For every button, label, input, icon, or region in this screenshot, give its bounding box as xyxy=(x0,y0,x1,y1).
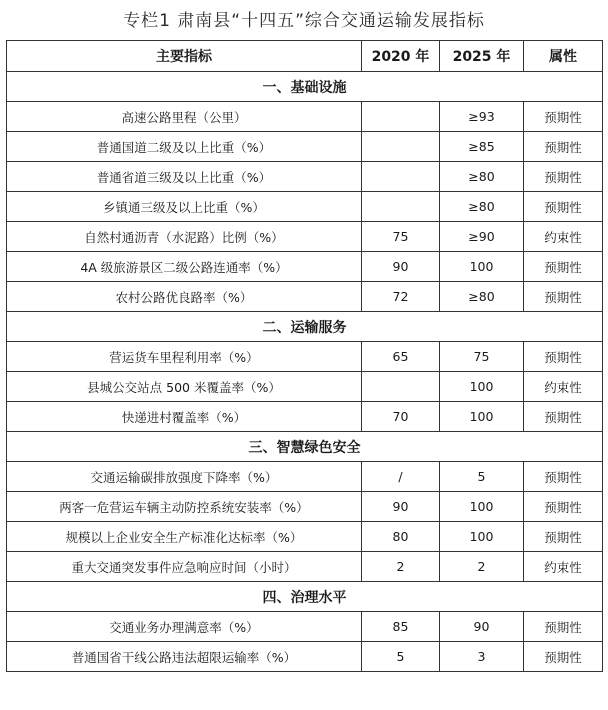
value-2025-cell: ≥93 xyxy=(440,102,524,132)
indicator-cell: 两客一危营运车辆主动防控系统安装率（%） xyxy=(7,492,362,522)
header-2020: 2020 年 xyxy=(362,41,440,72)
value-2025-cell: 75 xyxy=(440,342,524,372)
value-2020-cell: 5 xyxy=(362,642,440,672)
value-2025-cell: 5 xyxy=(440,462,524,492)
value-2020-cell: 85 xyxy=(362,612,440,642)
table-row xyxy=(7,462,603,492)
table-row xyxy=(7,222,603,252)
value-2025-cell: 100 xyxy=(440,402,524,432)
value-2025-cell: 3 xyxy=(440,642,524,672)
indicators-table xyxy=(6,40,603,672)
table-row xyxy=(7,192,603,222)
table-row xyxy=(7,552,603,582)
value-2020-cell xyxy=(362,192,440,222)
table-row xyxy=(7,252,603,282)
value-2020-cell xyxy=(362,102,440,132)
section-header-row xyxy=(7,432,603,462)
attribute-cell: 预期性 xyxy=(524,462,603,492)
indicator-cell: 乡镇通三级及以上比重（%） xyxy=(7,192,362,222)
indicator-cell: 营运货车里程利用率（%） xyxy=(7,342,362,372)
value-2025-cell: 100 xyxy=(440,372,524,402)
header-indicator: 主要指标 xyxy=(7,41,362,72)
section-header-row xyxy=(7,72,603,102)
section-title: 四、治理水平 xyxy=(7,582,603,612)
value-2020-cell: 72 xyxy=(362,282,440,312)
indicator-cell: 规模以上企业安全生产标准化达标率（%） xyxy=(7,522,362,552)
value-2025-cell: 2 xyxy=(440,552,524,582)
table-row xyxy=(7,642,603,672)
table-row xyxy=(7,102,603,132)
indicator-cell: 4A 级旅游景区二级公路连通率（%） xyxy=(7,252,362,282)
value-2020-cell: 90 xyxy=(362,492,440,522)
value-2020-cell xyxy=(362,162,440,192)
indicator-cell: 交通业务办理满意率（%） xyxy=(7,612,362,642)
table-row xyxy=(7,162,603,192)
value-2025-cell: 90 xyxy=(440,612,524,642)
header-2025: 2025 年 xyxy=(440,41,524,72)
indicator-cell: 自然村通沥青（水泥路）比例（%） xyxy=(7,222,362,252)
attribute-cell: 预期性 xyxy=(524,492,603,522)
header-row xyxy=(7,41,603,72)
indicator-cell: 快递进村覆盖率（%） xyxy=(7,402,362,432)
value-2025-cell: 100 xyxy=(440,522,524,552)
table-row xyxy=(7,402,603,432)
indicator-cell: 交通运输碳排放强度下降率（%） xyxy=(7,462,362,492)
table-row xyxy=(7,372,603,402)
attribute-cell: 预期性 xyxy=(524,342,603,372)
table-row xyxy=(7,492,603,522)
indicator-cell: 高速公路里程（公里） xyxy=(7,102,362,132)
attribute-cell: 约束性 xyxy=(524,222,603,252)
value-2020-cell xyxy=(362,132,440,162)
attribute-cell: 预期性 xyxy=(524,192,603,222)
indicator-cell: 县城公交站点 500 米覆盖率（%） xyxy=(7,372,362,402)
value-2025-cell: ≥90 xyxy=(440,222,524,252)
value-2020-cell: / xyxy=(362,462,440,492)
section-header-row xyxy=(7,312,603,342)
value-2025-cell: ≥80 xyxy=(440,192,524,222)
value-2020-cell: 65 xyxy=(362,342,440,372)
attribute-cell: 预期性 xyxy=(524,612,603,642)
table-row xyxy=(7,342,603,372)
attribute-cell: 约束性 xyxy=(524,552,603,582)
attribute-cell: 预期性 xyxy=(524,132,603,162)
attribute-cell: 预期性 xyxy=(524,102,603,132)
indicator-cell: 普通省道三级及以上比重（%） xyxy=(7,162,362,192)
value-2020-cell: 2 xyxy=(362,552,440,582)
table-row xyxy=(7,132,603,162)
attribute-cell: 预期性 xyxy=(524,522,603,552)
attribute-cell: 预期性 xyxy=(524,282,603,312)
indicator-cell: 普通国省干线公路违法超限运输率（%） xyxy=(7,642,362,672)
header-attribute: 属性 xyxy=(524,41,603,72)
table-caption: 专栏1 肃南县“十四五”综合交通运输发展指标 xyxy=(123,11,485,31)
value-2025-cell: 100 xyxy=(440,252,524,282)
indicator-cell: 重大交通突发事件应急响应时间（小时） xyxy=(7,552,362,582)
section-title: 一、基础设施 xyxy=(7,72,603,102)
value-2025-cell: ≥80 xyxy=(440,282,524,312)
table-row xyxy=(7,612,603,642)
table-row xyxy=(7,282,603,312)
section-title: 三、智慧绿色安全 xyxy=(7,432,603,462)
value-2025-cell: ≥85 xyxy=(440,132,524,162)
value-2020-cell: 90 xyxy=(362,252,440,282)
section-title: 二、运输服务 xyxy=(7,312,603,342)
value-2025-cell: ≥80 xyxy=(440,162,524,192)
attribute-cell: 预期性 xyxy=(524,642,603,672)
value-2020-cell xyxy=(362,372,440,402)
attribute-cell: 约束性 xyxy=(524,372,603,402)
value-2025-cell: 100 xyxy=(440,492,524,522)
section-header-row xyxy=(7,582,603,612)
attribute-cell: 预期性 xyxy=(524,252,603,282)
value-2020-cell: 70 xyxy=(362,402,440,432)
value-2020-cell: 75 xyxy=(362,222,440,252)
table-body xyxy=(7,72,603,672)
table-row xyxy=(7,522,603,552)
attribute-cell: 预期性 xyxy=(524,162,603,192)
value-2020-cell: 80 xyxy=(362,522,440,552)
indicator-cell: 农村公路优良路率（%） xyxy=(7,282,362,312)
attribute-cell: 预期性 xyxy=(524,402,603,432)
indicator-cell: 普通国道二级及以上比重（%） xyxy=(7,132,362,162)
